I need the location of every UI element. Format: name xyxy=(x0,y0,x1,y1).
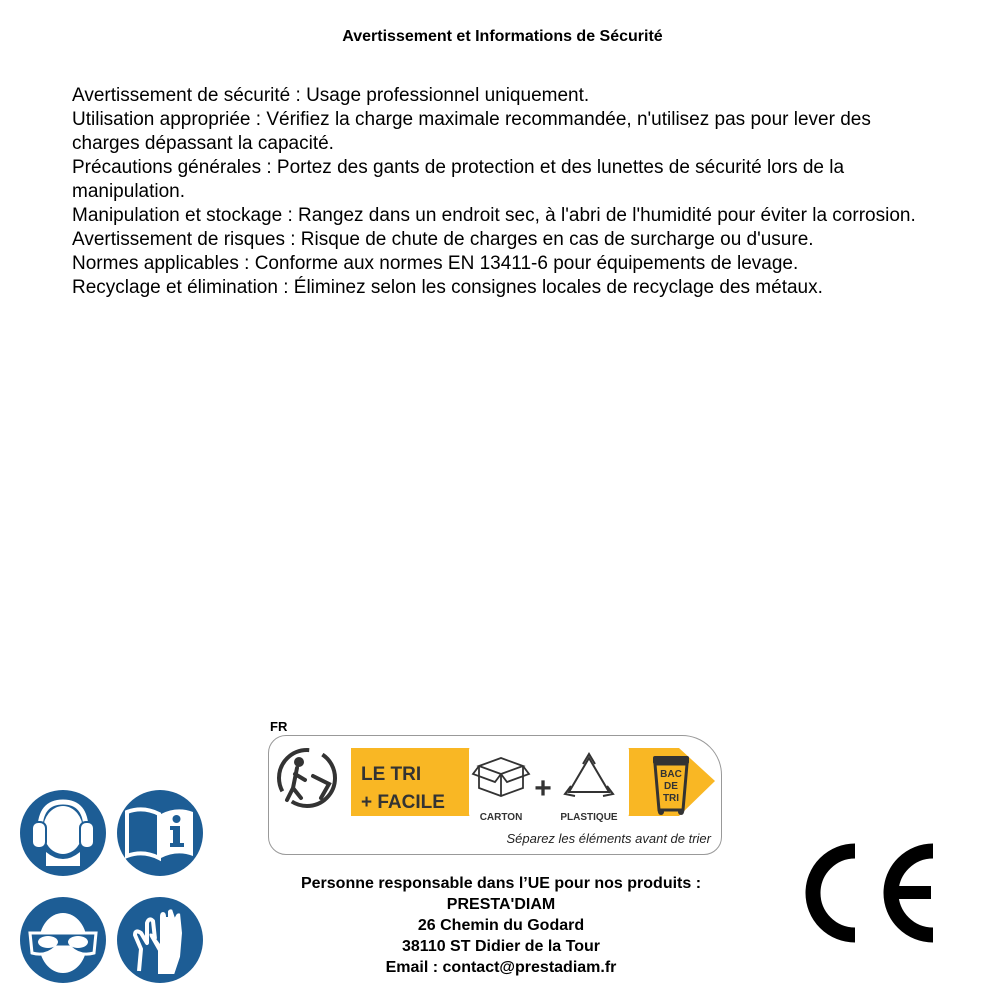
ce-mark-icon xyxy=(797,843,939,948)
paragraph-safety-warning: Avertissement de sécurité : Usage professionnel uniquement. xyxy=(72,85,590,106)
triman-logo xyxy=(268,735,722,855)
bin-label-3: TRI xyxy=(662,793,680,804)
bin-label-2: DE xyxy=(664,781,678,792)
tri-caption: Séparez les éléments avant de trier xyxy=(506,831,711,846)
responsible-heading: Personne responsable dans l’UE pour nos produits : xyxy=(300,875,702,892)
paragraph-risks: Avertissement de risques : Risque de chute de charges en cas de surcharge ou d'usure. xyxy=(72,229,814,250)
tri-line-2: + FACILE xyxy=(361,792,445,813)
paragraph-storage: Manipulation et stockage : Rangez dans un endroit sec, à l'abri de l'humidité pour éviter la corrosion. xyxy=(72,205,916,226)
city-address: 38110 ST Didier de la Tour xyxy=(402,938,600,955)
page-title: Avertissement et Informations de Sécurité xyxy=(342,28,663,45)
street-address: 26 Chemin du Godard xyxy=(417,917,585,934)
paragraph-recycling: Recyclage et élimination : Éliminez selon les consignes locales de recyclage des métaux. xyxy=(72,277,823,298)
paragraph-usage: Utilisation appropriée : Vérifiez la charge maximale recommandée, n'utilisez pas pour lever des charges dépassant la capacité. xyxy=(72,109,871,154)
country-label: FR xyxy=(270,719,288,734)
responsible-person xyxy=(236,873,766,978)
triman-icon xyxy=(279,750,335,806)
plastic-label: PLASTIQUE xyxy=(560,812,618,823)
tri-line-1: LE TRI xyxy=(361,764,422,785)
bin-label-1: BAC xyxy=(660,769,682,780)
safety-text xyxy=(72,84,932,300)
eye-protection-icon xyxy=(16,893,110,987)
email-address: Email : contact@prestadiam.fr xyxy=(385,959,617,976)
paragraph-standards: Normes applicables : Conforme aux normes EN 13411-6 pour équipements de levage. xyxy=(72,253,799,274)
company-name: PRESTA'DIAM xyxy=(446,896,556,913)
svg-text:+: + xyxy=(534,772,552,805)
carton-label: CARTON xyxy=(479,812,523,823)
gloves-icon xyxy=(113,893,207,987)
ear-protection-icon xyxy=(16,786,110,880)
paragraph-precautions: Précautions générales : Portez des gants de protection et des lunettes de sécurité lors de la manipulation. xyxy=(72,157,845,202)
read-manual-icon xyxy=(113,786,207,880)
